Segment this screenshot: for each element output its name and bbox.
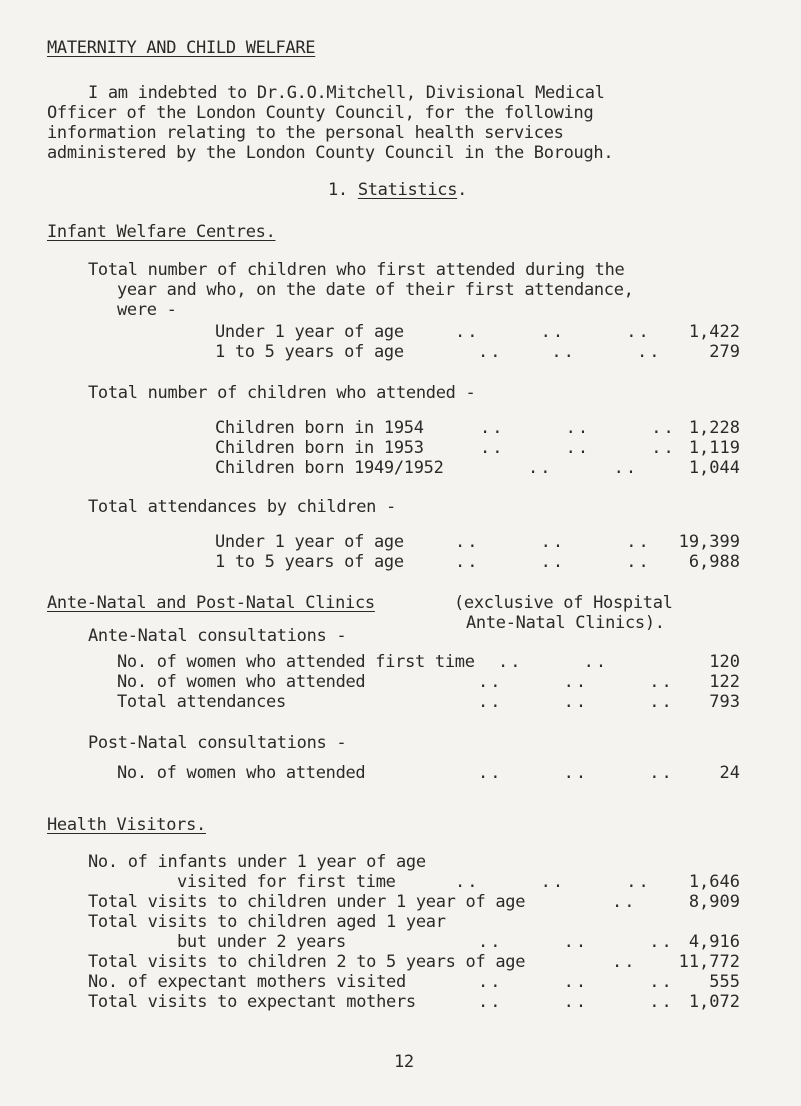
row-value: 1,119	[688, 438, 740, 458]
row-label: but under 2 years	[177, 932, 346, 952]
row-label: Children born in 1954	[215, 418, 424, 438]
row-value: 24	[719, 763, 740, 783]
row-value: 1,228	[688, 418, 740, 438]
row-label: Total visits to children aged 1 year	[88, 912, 446, 932]
attendances-intro: Total attendances by children -	[88, 497, 396, 517]
row-value: 11,772	[678, 952, 740, 972]
leader-dots: .. .. ..	[480, 418, 676, 438]
leader-dots: ..	[612, 952, 637, 972]
row-label: Total visits to children under 1 year of age	[88, 892, 526, 912]
row-label: 1 to 5 years of age	[215, 342, 404, 362]
row-value: 1,072	[688, 992, 740, 1012]
leader-dots: .. .. ..	[455, 322, 651, 342]
attended-intro: Total number of children who attended -	[88, 383, 476, 403]
natal-clinics-note: (exclusive of Hospital	[454, 593, 673, 613]
intro-line: Officer of the London County Council, for the following	[47, 103, 594, 123]
row-label: No. of infants under 1 year of age	[88, 852, 426, 872]
post-natal-intro: Post-Natal consultations -	[88, 733, 347, 753]
row-value: 1,646	[688, 872, 740, 892]
row-value: 122	[709, 672, 740, 692]
leader-dots: .. .. ..	[455, 872, 651, 892]
row-label: Under 1 year of age	[215, 532, 404, 552]
row-value: 1,422	[688, 322, 740, 342]
row-label: Children born 1949/1952	[215, 458, 444, 478]
leader-dots: .. .. ..	[455, 532, 651, 552]
document-title: MATERNITY AND CHILD WELFARE	[47, 38, 316, 58]
leader-dots: .. .. ..	[478, 932, 674, 952]
row-value: 6,988	[688, 552, 740, 572]
row-label: Under 1 year of age	[215, 322, 404, 342]
leader-dots: ..	[612, 892, 637, 912]
row-value: 793	[709, 692, 740, 712]
leader-dots: .. .. ..	[478, 992, 674, 1012]
natal-clinics-heading: Ante-Natal and Post-Natal Clinics	[47, 593, 375, 613]
leader-dots: .. .. ..	[480, 438, 676, 458]
first-attended-intro: year and who, on the date of their first attendance,	[117, 280, 634, 300]
leader-dots: .. .. ..	[478, 672, 674, 692]
leader-dots: .. .. ..	[478, 692, 674, 712]
row-value: 8,909	[688, 892, 740, 912]
row-label: Total attendances	[117, 692, 286, 712]
leader-dots: .. .. ..	[478, 763, 674, 783]
first-attended-intro: were -	[117, 300, 177, 320]
row-label: No. of women who attended	[117, 763, 366, 783]
row-label: Total visits to children 2 to 5 years of age	[88, 952, 526, 972]
natal-clinics-note: Ante-Natal Clinics).	[466, 613, 665, 633]
intro-line: I am indebted to Dr.G.O.Mitchell, Divisional Medical	[88, 83, 605, 103]
health-visitors-heading: Health Visitors.	[47, 815, 206, 835]
leader-dots: .. ..	[498, 652, 609, 672]
row-value: 1,044	[688, 458, 740, 478]
leader-dots: .. ..	[528, 458, 639, 478]
row-label: No. of women who attended first time	[117, 652, 475, 672]
row-value: 279	[709, 342, 740, 362]
row-label: 1 to 5 years of age	[215, 552, 404, 572]
row-label: Children born in 1953	[215, 438, 424, 458]
first-attended-intro: Total number of children who first attended during the	[88, 260, 625, 280]
leader-dots: .. .. ..	[478, 972, 674, 992]
row-label: Total visits to expectant mothers	[88, 992, 416, 1012]
row-value: 4,916	[688, 932, 740, 952]
row-label: No. of expectant mothers visited	[88, 972, 406, 992]
intro-line: administered by the London County Council in the Borough.	[47, 143, 614, 163]
section-heading-text: Statistics	[357, 180, 458, 200]
row-value: 19,399	[678, 532, 740, 552]
ante-natal-intro: Ante-Natal consultations -	[88, 626, 347, 646]
row-value: 120	[709, 652, 740, 672]
row-value: 555	[709, 972, 740, 992]
infant-welfare-heading: Infant Welfare Centres.	[47, 222, 276, 242]
leader-dots: .. .. ..	[455, 552, 651, 572]
leader-dots: .. .. ..	[478, 342, 662, 362]
section-heading: 1. Statistics.	[328, 180, 468, 200]
page-number: 12	[394, 1052, 414, 1072]
row-label: visited for first time	[177, 872, 396, 892]
row-label: No. of women who attended	[117, 672, 366, 692]
intro-line: information relating to the personal health services	[47, 123, 564, 143]
